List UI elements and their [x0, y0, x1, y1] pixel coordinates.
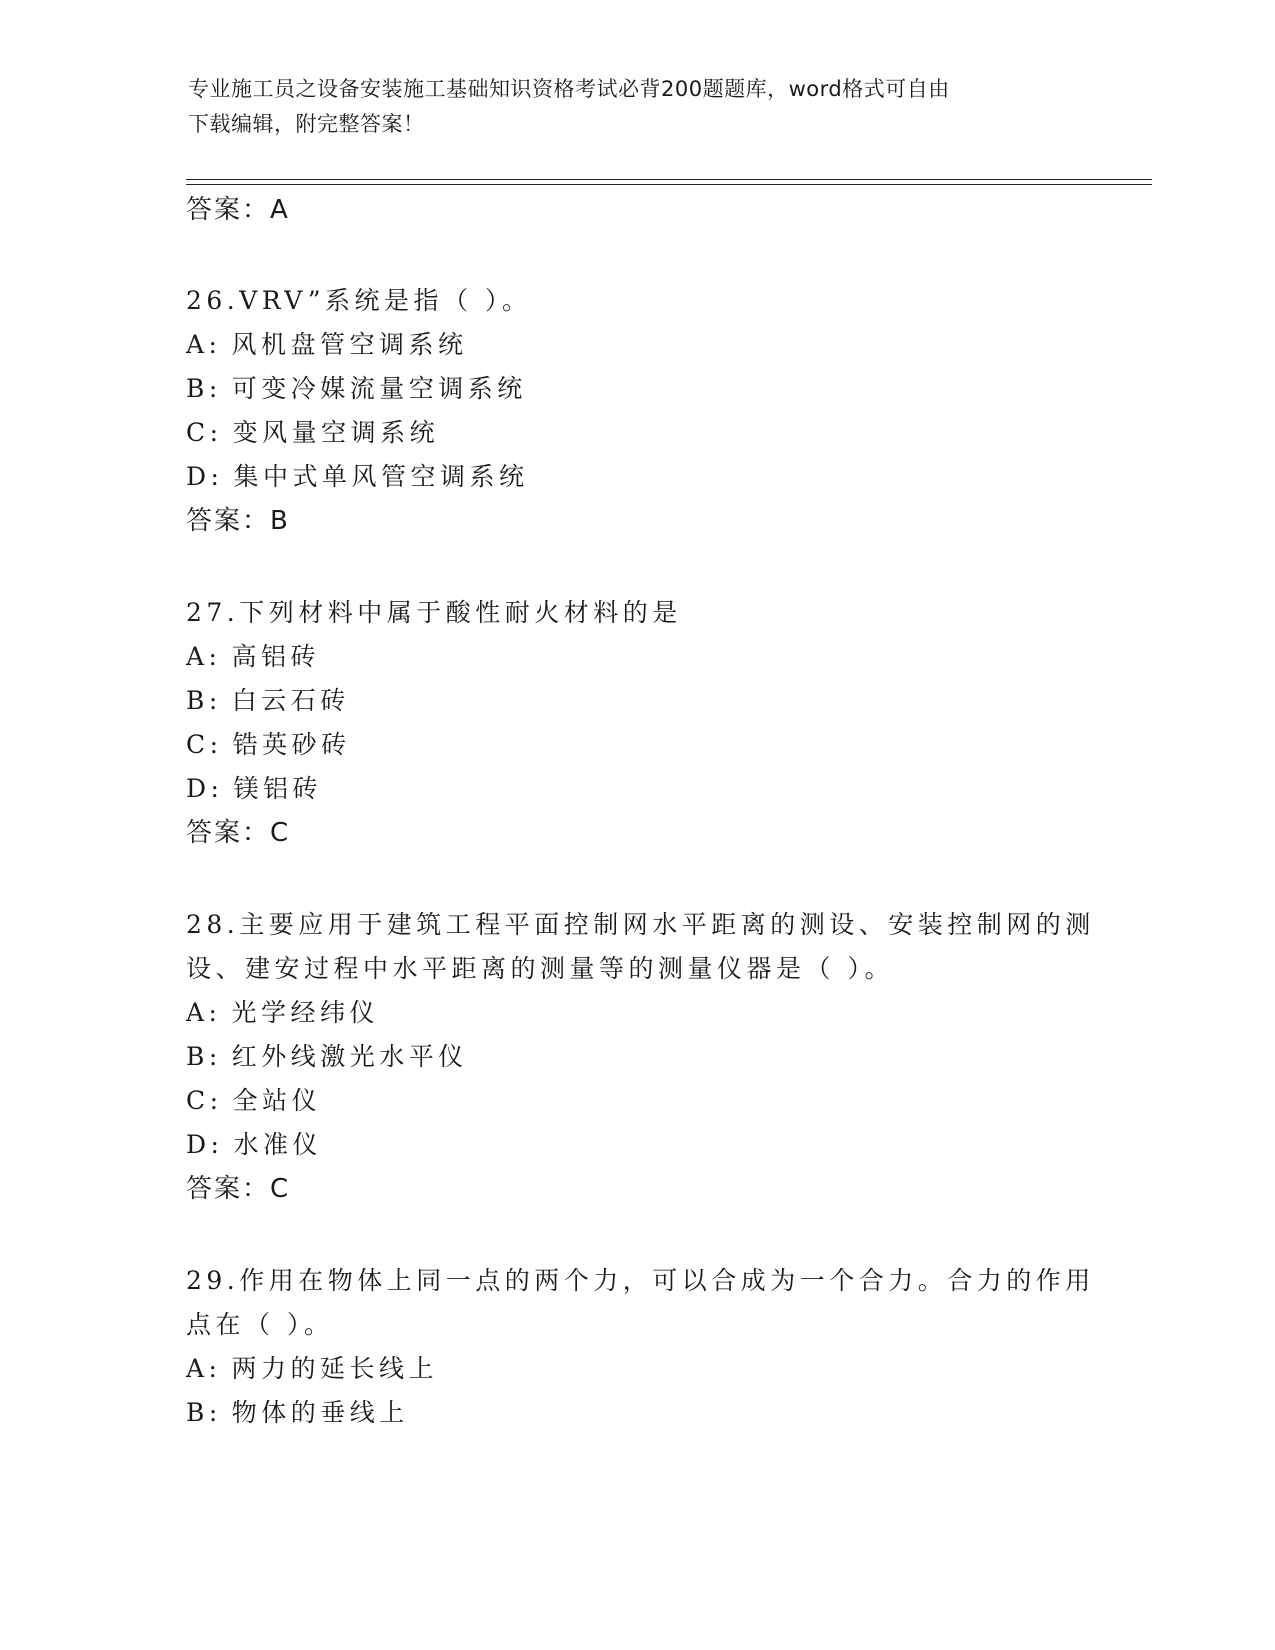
answer-28: 答案：C: [186, 1174, 291, 1204]
question-27-text: 27.下列材料中属于酸性耐火材料的是: [186, 598, 682, 627]
option-key: D:: [186, 1130, 224, 1159]
option-text: 高铝砖: [231, 642, 320, 671]
answer-26: 答案：B: [186, 506, 290, 536]
option-key: A:: [186, 1354, 222, 1383]
option-key: A:: [186, 998, 222, 1027]
answer-27: 答案：C: [186, 818, 291, 848]
question-27-option-c: [186, 730, 351, 760]
option-text: 水准仪: [233, 1130, 322, 1159]
option-text: 光学经纬仪: [231, 998, 379, 1027]
option-text: 锆英砂砖: [232, 730, 351, 759]
option-key: D:: [186, 462, 224, 491]
option-text: 可变冷媒流量空调系统: [231, 374, 527, 403]
option-key: C:: [186, 1086, 223, 1115]
option-text: 两力的延长线上: [231, 1354, 438, 1383]
question-26-option-a: [186, 330, 468, 360]
question-28-text-line-1: 28.主要应用于建筑工程平面控制网水平距离的测设、安装控制网的测: [186, 910, 1095, 939]
question-26-option-d: [186, 462, 528, 492]
option-text: 全站仪: [232, 1086, 322, 1115]
question-27-option-d: [186, 774, 322, 804]
question-26-text: 26.VRV”系统是指（ ）。: [186, 286, 532, 315]
option-text: 风机盘管空调系统: [231, 330, 468, 359]
option-text: 变风量空调系统: [232, 418, 440, 447]
option-key: B:: [186, 374, 222, 403]
question-26-option-c: [186, 418, 439, 448]
option-key: B:: [186, 686, 222, 715]
question-29-option-b: [186, 1398, 409, 1428]
option-text: 集中式单风管空调系统: [233, 462, 529, 491]
question-29-text-line-2: 点在（ ）。: [186, 1310, 334, 1339]
question-27-option-b: [186, 686, 350, 716]
question-29-text-line-1: 29.作用在物体上同一点的两个力，可以合成为一个合力。合力的作用: [186, 1266, 1095, 1295]
header-divider-bottom: [186, 184, 1152, 185]
option-key: A:: [186, 642, 222, 671]
option-text: 镁铝砖: [233, 774, 322, 803]
option-key: B:: [186, 1042, 222, 1071]
question-26-option-b: [186, 374, 527, 404]
option-key: B:: [186, 1398, 222, 1427]
question-29-option-a: [186, 1354, 438, 1384]
option-key: D:: [186, 774, 224, 803]
header-divider-top: [186, 179, 1152, 180]
question-27-option-a: [186, 642, 320, 672]
document-header: [188, 72, 1068, 142]
answer-25: 答案：A: [186, 195, 290, 225]
header-line-1: 专业施工员之设备安装施工基础知识资格考试必背200题题库，word格式可自由: [188, 77, 950, 101]
option-text: 物体的垂线上: [231, 1398, 409, 1427]
option-key: C:: [186, 730, 223, 759]
option-text: 白云石砖: [231, 686, 350, 715]
question-28-option-d: [186, 1130, 322, 1160]
option-text: 红外线激光水平仪: [231, 1042, 468, 1071]
question-28-option-c: [186, 1086, 321, 1116]
question-28-text-line-2: 设、建安过程中水平距离的测量等的测量仪器是（ ）。: [186, 954, 894, 983]
option-key: A:: [186, 330, 222, 359]
question-28-option-a: [186, 998, 379, 1028]
header-line-2: 下载编辑，附完整答案！: [188, 112, 425, 136]
option-key: C:: [186, 418, 223, 447]
question-28-option-b: [186, 1042, 468, 1072]
